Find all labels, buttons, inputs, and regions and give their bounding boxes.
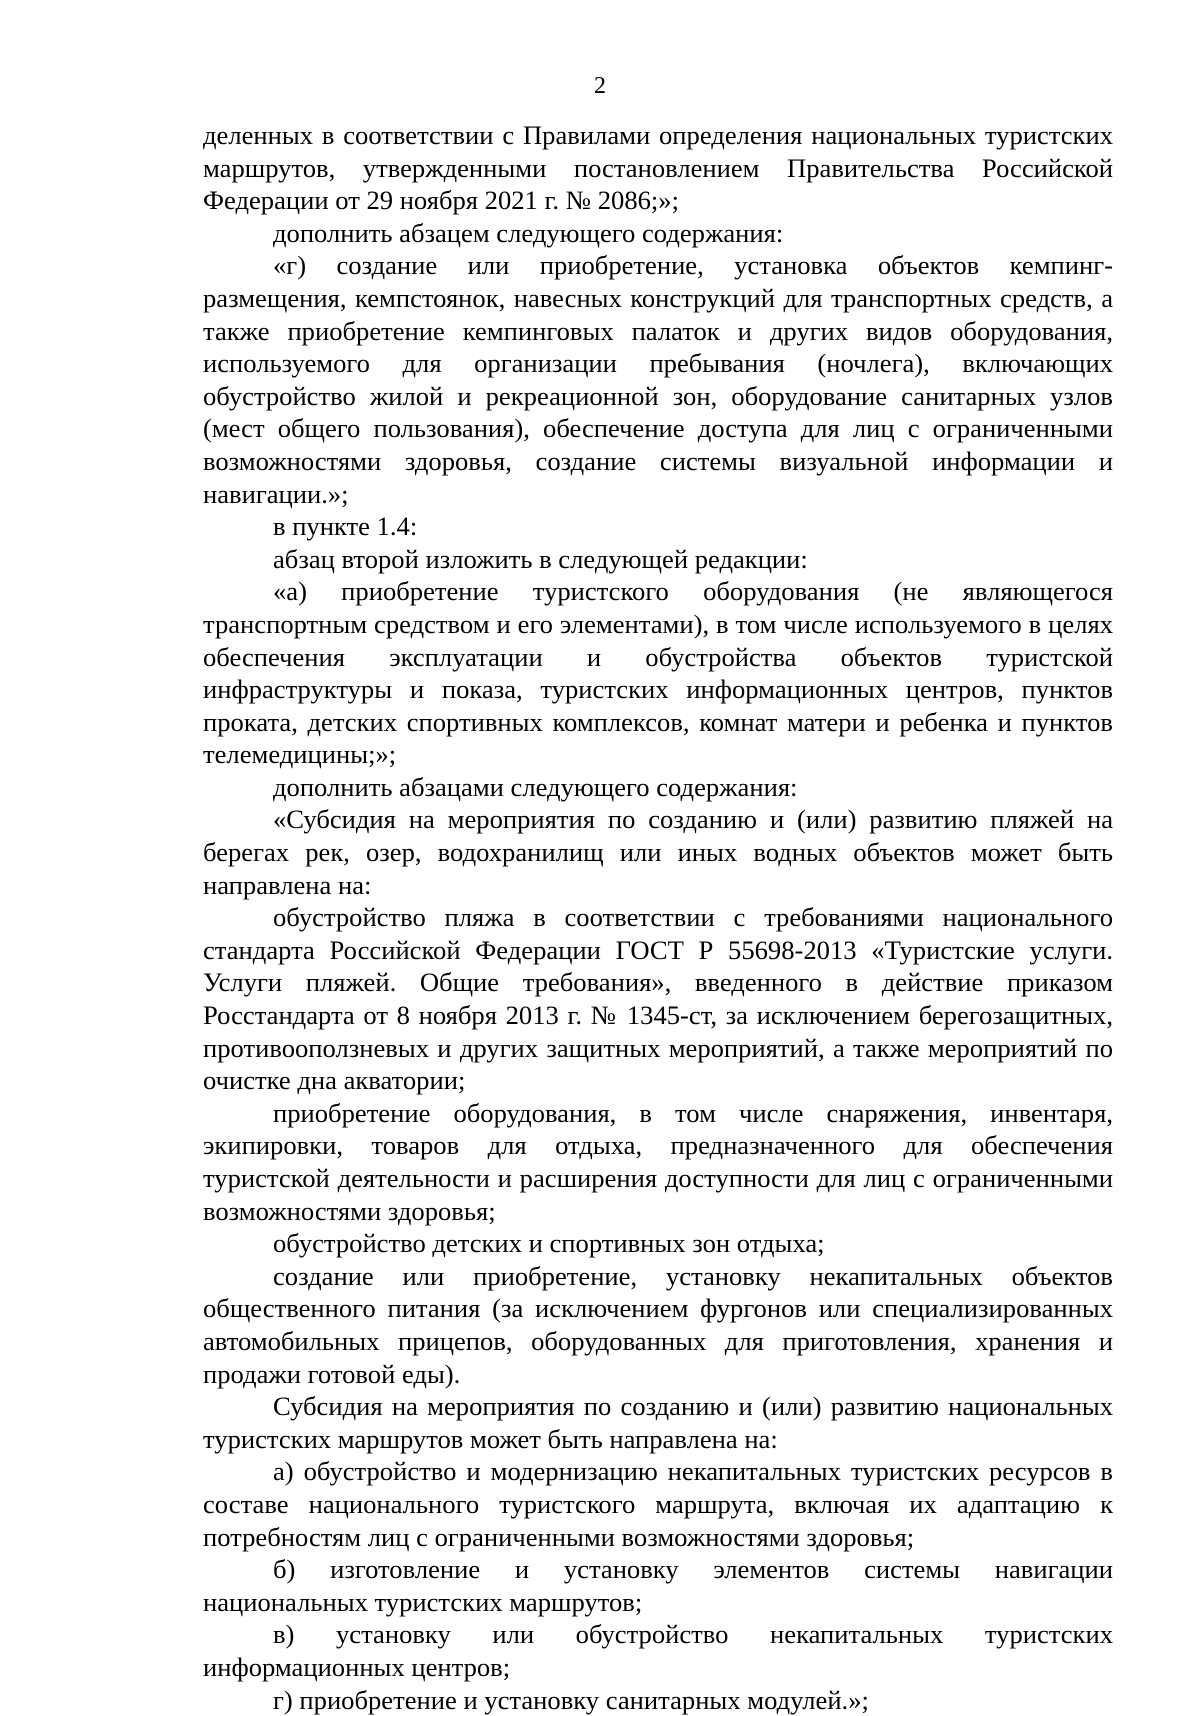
page-number: 2 xyxy=(0,70,1200,102)
document-body xyxy=(203,119,1113,1716)
paragraph: «г) создание или приобретение, установка объектов кемпинг-размещения, кемпстоянок, навесных конструкций для транспортных средств, а также приобретение кемпинговых палаток и других видов оборудования, используемого для организации пребывания (ночлега), включающих обустройство жилой и рекреационной зон, оборудование санитарных узлов (мест общего пользования), обеспечение доступа для лиц с ограниченными возможностями здоровья, создание системы визуальной информации и навигации.»; xyxy=(203,249,1113,510)
paragraph: обустройство детских и спортивных зон отдыха; xyxy=(203,1227,1113,1260)
paragraph: дополнить абзацами следующего содержания: xyxy=(203,771,1113,804)
paragraph: приобретение оборудования, в том числе снаряжения, инвентаря, экипировки, товаров для отдыха, предназначенного для обеспечения туристской деятельности и расширения доступности для лиц с ограниченными возможностями здоровья; xyxy=(203,1097,1113,1227)
paragraph: дополнить абзацем следующего содержания: xyxy=(203,217,1113,250)
list-item: б) изготовление и установку элементов системы навигации национальных туристских маршрутов; xyxy=(203,1553,1113,1618)
paragraph-continuation: деленных в соответствии с Правилами определения национальных туристских маршрутов, утвержденными постановлением Правительства Российской Федерации от 29 ноября 2021 г. № 2086;»; xyxy=(203,119,1113,217)
paragraph: в пункте 1.4: xyxy=(203,510,1113,543)
list-item: а) обустройство и модернизацию некапитальных туристских ресурсов в составе национального туристского маршрута, включая их адаптацию к потребностям лиц с ограниченными возможностями здоровья; xyxy=(203,1455,1113,1553)
list-item: г) приобретение и установку санитарных модулей.»; xyxy=(203,1684,1113,1716)
paragraph: «а) приобретение туристского оборудования (не являющегося транспортным средством и его элементами), в том числе используемого в целях обеспечения эксплуатации и обустройства объектов туристской инфраструктуры и показа, туристских информационных центров, пунктов проката, детских спортивных комплексов, комнат матери и ребенка и пунктов телемедицины;»; xyxy=(203,575,1113,771)
paragraph: абзац второй изложить в следующей редакции: xyxy=(203,543,1113,576)
paragraph: обустройство пляжа в соответствии с требованиями национального стандарта Российской Федерации ГОСТ Р 55698-2013 «Туристские услуги. Услуги пляжей. Общие требования», введенного в действие приказом Росстандарта от 8 ноября 2013 г. № 1345-ст, за исключением берегозащитных, противооползневых и других защитных мероприятий, а также мероприятий по очистке дна акватории; xyxy=(203,901,1113,1097)
list-item: в) установку или обустройство некапитальных туристских информационных центров; xyxy=(203,1618,1113,1683)
paragraph: создание или приобретение, установку некапитальных объектов общественного питания (за исключением фургонов или специализированных автомобильных прицепов, оборудованных для приготовления, хранения и продажи готовой еды). xyxy=(203,1260,1113,1390)
paragraph: «Субсидия на мероприятия по созданию и (или) развитию пляжей на берегах рек, озер, водохранилищ или иных водных объектов может быть направлена на: xyxy=(203,803,1113,901)
paragraph: Субсидия на мероприятия по созданию и (или) развитию национальных туристских маршрутов может быть направлена на: xyxy=(203,1390,1113,1455)
